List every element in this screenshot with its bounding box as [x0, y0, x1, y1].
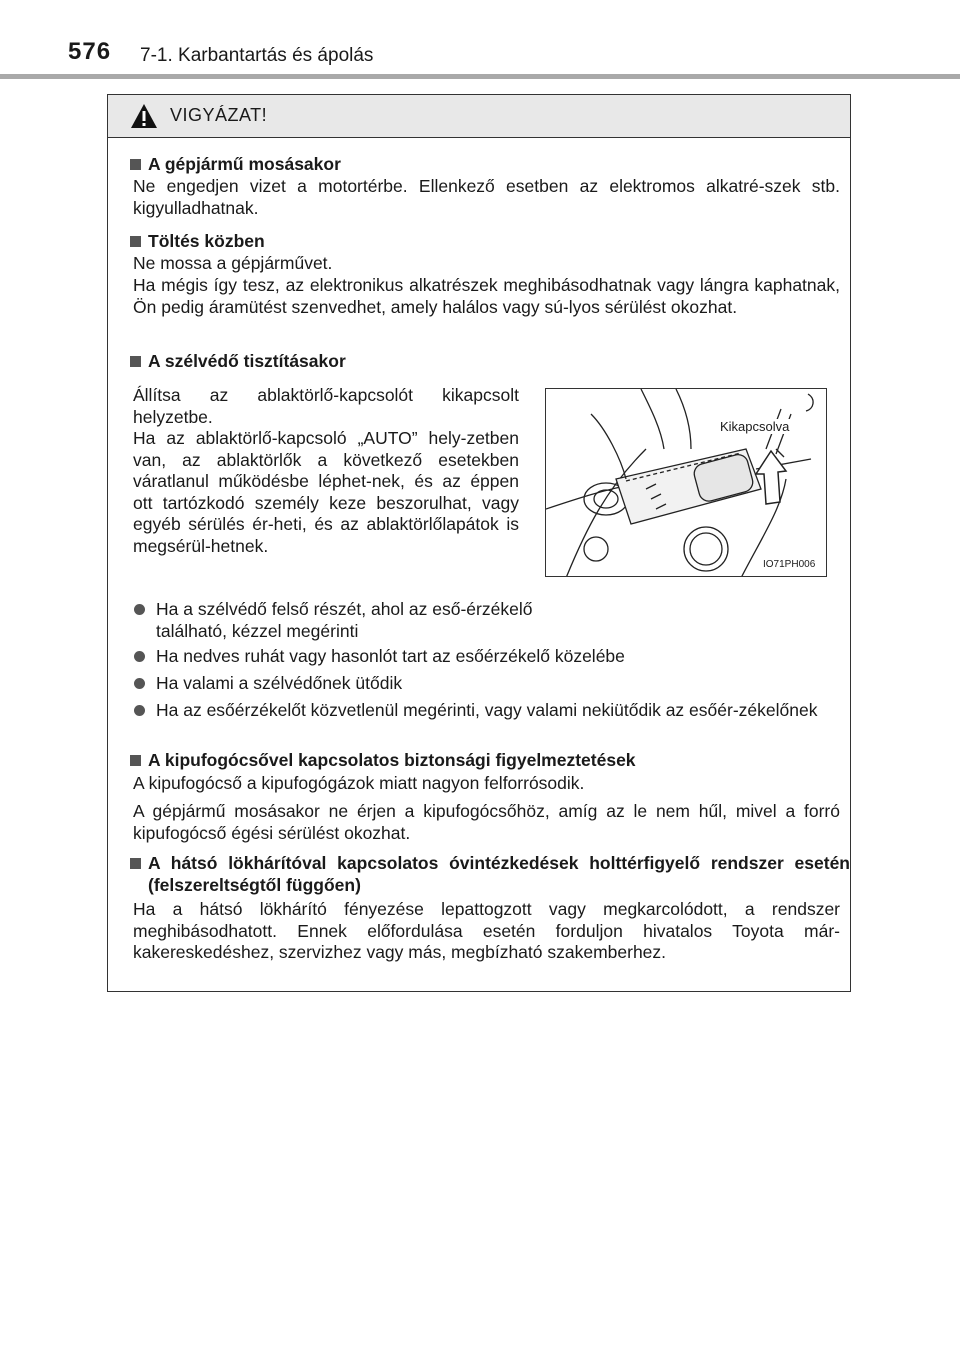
- list-item-text: Ha a szélvédő felső részét, ahol az eső-érzékelő található, kézzel megérinti: [156, 599, 533, 641]
- wiper-switch-illustration: [545, 388, 827, 577]
- heading-text: A szélvédő tisztításakor: [148, 351, 346, 371]
- paragraph: Ha mégis így tesz, az elektronikus alkatrészek meghibásodhatnak vagy lángra kaphatnak, Ön pedig áramütést szenvedhet, amely halálos vagy sú-lyos sérülést okozhat.: [133, 275, 840, 317]
- list-item: [134, 599, 534, 642]
- wiper-switch-drawing: [546, 389, 827, 577]
- bullet-dot-icon: [134, 604, 145, 615]
- square-bullet-icon: [130, 858, 141, 869]
- figure-label: Kikapcsolva: [720, 419, 790, 434]
- paragraph: Ne mossa a gépjárművet.: [133, 253, 333, 273]
- bullet-dot-icon: [134, 705, 145, 716]
- list-item-text: Ha nedves ruhát vagy hasonlót tart az esőérzékelő közelébe: [156, 646, 625, 666]
- list-item: [134, 673, 844, 695]
- square-bullet-icon: [130, 159, 141, 170]
- warning-box: [107, 94, 851, 992]
- paragraph: A gépjármű mosásakor ne érjen a kipufogócsőhöz, amíg az le nem hűl, mivel a forró kipufogócső égési sérülést okozhat.: [133, 801, 840, 843]
- section-heading: [130, 750, 636, 771]
- square-bullet-icon: [130, 356, 141, 367]
- list-item: [134, 646, 844, 668]
- warning-title: VIGYÁZAT!: [170, 105, 268, 125]
- section-heading: [130, 231, 265, 252]
- bullet-dot-icon: [134, 651, 145, 662]
- paragraph: Állítsa az ablaktörlő-kapcsolót kikapcsolt helyzetbe. Ha az ablaktörlő-kapcsoló „AUTO” hely-zetben van, az ablaktörlők a következő esetekben váratlanul működésbe léphet-nek, és az éppen ott tartózkodó személy keze beszorulhat, vagy egyéb sérülés ér-heti, és az ablaktörlőlapátok is megsérül-hetnek.: [133, 385, 519, 556]
- square-bullet-icon: [130, 236, 141, 247]
- warning-triangle-icon: [130, 103, 158, 129]
- heading-text: A gépjármű mosásakor: [148, 154, 341, 174]
- bullet-dot-icon: [134, 678, 145, 689]
- square-bullet-icon: [130, 755, 141, 766]
- list-item-text: Ha az esőérzékelőt közvetlenül megérinti, vagy valami nekiütődik az esőér-zékelőnek: [156, 700, 818, 720]
- figure-code: IO71PH006: [763, 559, 816, 570]
- paragraph: Ne engedjen vizet a motortérbe. Ellenkező esetben az elektromos alkatré-szek stb. kigyulladhatnak.: [133, 176, 840, 218]
- heading-text: A kipufogócsővel kapcsolatos biztonsági figyelmeztetések: [148, 750, 636, 770]
- section-heading: [130, 853, 850, 896]
- paragraph: Ha a hátsó lökhárító fényezése lepattogzott vagy megkarcolódott, a rendszer meghibásodhatott. Ennek előfordulása esetén forduljon hivatalos Toyota már-kakereskedéshez, szervizhez vagy más, megbízható szakemberhez.: [133, 899, 840, 962]
- section-title: 7-1. Karbantartás és ápolás: [140, 45, 374, 66]
- section-heading: [130, 154, 341, 175]
- warning-header: [108, 95, 850, 138]
- heading-text: Töltés közben: [148, 231, 265, 251]
- paragraph: A kipufogócső a kipufogógázok miatt nagyon felforrósodik.: [133, 773, 585, 793]
- section-heading: [130, 351, 346, 372]
- page-number: 576: [68, 38, 112, 65]
- header-divider: [0, 74, 960, 79]
- list-item: [134, 700, 844, 722]
- page-header: [0, 0, 960, 80]
- heading-text: A hátsó lökhárítóval kapcsolatos óvintézkedések holttérfigyelő rendszer esetén (felszereltségtől függően): [148, 853, 850, 895]
- list-item-text: Ha valami a szélvédőnek ütődik: [156, 673, 403, 693]
